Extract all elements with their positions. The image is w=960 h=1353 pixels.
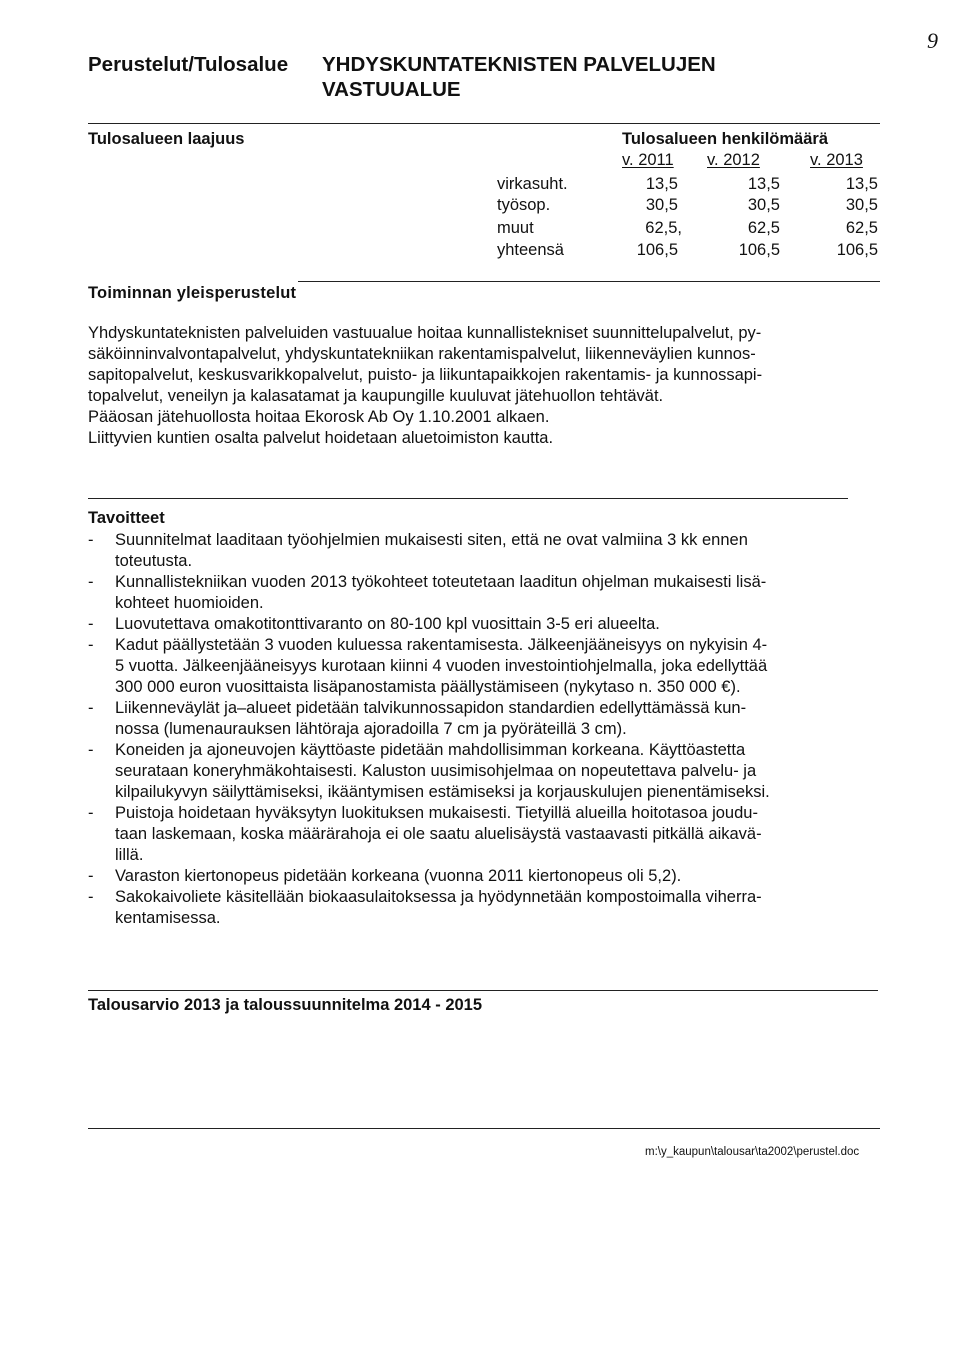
text-line: Sakokaivoliete käsitellään biokaasulaitoksessa ja hyödynnetään kompostoimalla viherra- [115, 888, 762, 906]
text-line: kohteet huomioiden. [115, 594, 264, 612]
bullet-dash: - [88, 804, 94, 822]
staff-heading: Tulosalueen henkilömäärä [622, 130, 829, 148]
row-label: virkasuht. [497, 175, 568, 193]
row-label: muut [497, 219, 534, 237]
year-2012: v. 2012 [707, 151, 760, 169]
row-label: yhteensä [497, 241, 564, 259]
budget-heading: Talousarvio 2013 ja taloussuunnitelma 2014 - 2015 [88, 996, 483, 1014]
text-line: Luovutettava omakotitonttivaranto on 80-100 kpl vuosittain 3-5 eri alueelta. [115, 615, 660, 633]
text-line: taan laskemaan, koska määrärahoja ei ole saatu aluelisäystä vastaavasti pitkällä aikavä- [115, 825, 762, 843]
goals-list [88, 530, 888, 929]
bullet-dash: - [88, 741, 94, 759]
text-line: 5 vuotta. Jälkeenjääneisyys kurotaan kiinni 4 vuoden investointiohjelmalla, joka edellyttää [115, 657, 768, 675]
row-label: työsop. [497, 196, 551, 214]
year-2013: v. 2013 [810, 151, 863, 169]
text-line: topalvelut, veneilyn ja kalasatamat ja kaupungille kuuluvat jätehuollon tehtävät. [88, 387, 664, 405]
table-cell: 13,5 [845, 175, 878, 193]
list-item [88, 572, 888, 614]
list-item [88, 635, 888, 698]
table-cell: 62,5, [645, 219, 682, 237]
table-cell: 30,5 [747, 196, 780, 214]
footer-file-path: m:\y_kaupun\talousar\ta2002\perustel.doc [645, 1146, 860, 1158]
text-line: sapitopalvelut, keskusvarikkopalvelut, puisto- ja liikuntapaikkojen rakentamis- ja kunnossapi- [88, 366, 763, 384]
goals-heading: Tavoitteet [88, 509, 165, 527]
text-line: kilpailukyvyn säilyttämiseksi, ikääntymisen estämiseksi ja korjauskulujen pienentämiseksi. [115, 783, 770, 801]
bullet-dash: - [88, 699, 94, 717]
table-cell: 30,5 [645, 196, 678, 214]
table-cell: 106,5 [636, 241, 678, 259]
header-label: Perustelut/Tulosalue [88, 53, 289, 76]
list-item [88, 614, 888, 635]
table-cell: 13,5 [645, 175, 678, 193]
table-cell: 13,5 [747, 175, 780, 193]
list-item [88, 740, 888, 803]
bullet-dash: - [88, 573, 94, 591]
principles-text [88, 323, 878, 449]
header-title-line1: YHDYSKUNTATEKNISTEN PALVELUJEN [322, 53, 716, 76]
text-line: 300 000 euron vuosittaista lisäpanostamista päällystämiseen (nykytaso n. 350 000 €). [115, 678, 741, 696]
section-divider [88, 990, 878, 991]
footer-divider [88, 1128, 880, 1129]
page-number: 9 [927, 28, 938, 53]
list-item [88, 698, 888, 740]
principles-heading: Toiminnan yleisperustelut [88, 284, 297, 302]
bullet-dash: - [88, 888, 94, 906]
text-line: säköinninvalvontapalvelut, yhdyskuntatekniikan rakentamispalvelut, liikenneväylien kunnos- [88, 345, 756, 363]
year-2011: v. 2011 [622, 151, 674, 169]
section-divider [88, 498, 848, 499]
text-line: Varaston kiertonopeus pidetään korkeana (vuonna 2011 kiertonopeus oli 5,2). [115, 867, 682, 885]
text-line: toteutusta. [115, 552, 193, 570]
text-line: Koneiden ja ajoneuvojen käyttöaste pidetään mahdollisimman korkeana. Käyttöastetta [115, 741, 746, 759]
text-line: Liikenneväylät ja–alueet pidetään talvikunnossapidon standardien edellyttämässä kun- [115, 699, 747, 717]
text-line: Suunnitelmat laaditaan työohjelmien mukaisesti siten, että ne ovat valmiina 3 kk ennen [115, 531, 748, 549]
list-item [88, 530, 888, 572]
header-title-line2: VASTUUALUE [322, 78, 461, 101]
header-divider [88, 123, 880, 124]
list-item [88, 866, 888, 887]
table-cell: 106,5 [836, 241, 878, 259]
text-line: nossa (lumenaurauksen lähtöraja ajoradoilla 7 cm ja pyöräteillä 3 cm). [115, 720, 627, 738]
bullet-dash: - [88, 615, 94, 633]
text-line: kentamisessa. [115, 909, 221, 927]
text-line: seurataan koneryhmäkohtaisesti. Kaluston uusimisohjelmaa on nopeutettava palvelu- ja [115, 762, 757, 780]
bullet-dash: - [88, 636, 94, 654]
table-cell: 106,5 [738, 241, 780, 259]
list-item [88, 887, 888, 929]
text-line: lillä. [115, 846, 144, 864]
table-cell: 62,5 [845, 219, 878, 237]
bullet-dash: - [88, 531, 94, 549]
text-line: Yhdyskuntateknisten palveluiden vastuualue hoitaa kunnallistekniset suunnittelupalvelut, py- [88, 324, 762, 342]
list-item [88, 803, 888, 866]
text-line: Puistoja hoidetaan hyväksytyn luokituksen mukaisesti. Tietyillä alueilla hoitotasoa joudu- [115, 804, 758, 822]
table-cell: 30,5 [845, 196, 878, 214]
table-cell: 62,5 [747, 219, 780, 237]
text-line: Pääosan jätehuollosta hoitaa Ekorosk Ab Oy 1.10.2001 alkaen. [88, 408, 550, 426]
text-line: Kadut päällystetään 3 vuoden kuluessa rakentamisesta. Jälkeenjääneisyys on nykyisin 4- [115, 636, 768, 654]
scope-heading: Tulosalueen laajuus [88, 130, 245, 148]
section-divider [298, 281, 880, 282]
text-line: Liittyvien kuntien osalta palvelut hoidetaan aluetoimiston kautta. [88, 429, 554, 447]
text-line: Kunnallistekniikan vuoden 2013 työkohteet toteutetaan laaditun ohjelman mukaisesti lisä- [115, 573, 767, 591]
bullet-dash: - [88, 867, 94, 885]
